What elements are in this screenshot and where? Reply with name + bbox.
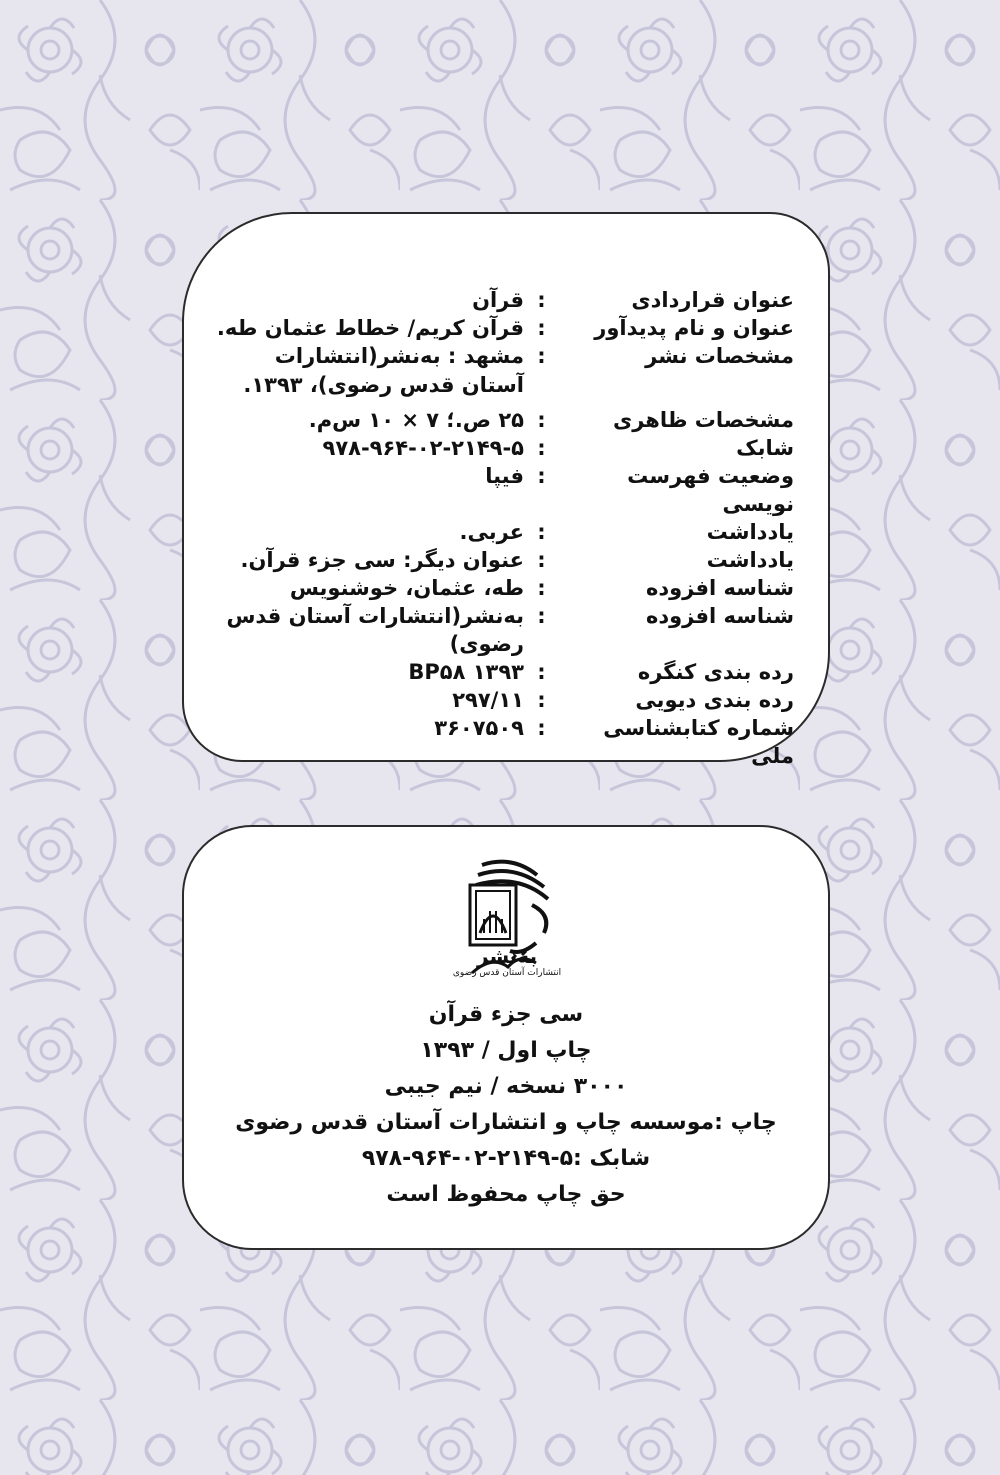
cip-value: ۲۹۷/۱۱	[452, 688, 524, 712]
cip-label: یادداشت	[706, 548, 794, 572]
cip-value: قرآن	[472, 288, 524, 312]
cip-separator: :	[537, 688, 546, 712]
edition-line: چاپ اول / ۱۳۹۳	[420, 1038, 592, 1063]
cip-value: عربی.	[459, 520, 524, 544]
cip-value: ۳۶۰۷۵۰۹	[434, 716, 524, 740]
cip-separator: :	[537, 408, 546, 432]
cip-row	[214, 434, 794, 462]
cip-label: مشخصات ظاهری	[612, 408, 794, 432]
cip-value: فیپا	[485, 464, 524, 488]
cip-row	[214, 602, 794, 658]
cip-table	[214, 286, 794, 770]
cip-row	[214, 714, 794, 770]
cip-label: شماره کتابشناسی ملی	[603, 716, 794, 768]
cip-value: قرآن کریم/ خطاط عثمان طه.	[216, 316, 524, 340]
cip-row	[214, 462, 794, 518]
cip-label: شابک	[736, 436, 794, 460]
cip-value: ۹۷۸-۹۶۴-۰۲-۲۱۴۹-۵	[322, 436, 524, 460]
cip-label: شناسه افزوده	[645, 576, 794, 600]
cip-label: عنوان قراردادی	[631, 288, 794, 312]
cip-separator: :	[537, 464, 546, 488]
cip-separator: :	[537, 288, 546, 312]
cip-row	[214, 546, 794, 574]
cip-label: مشخصات نشر	[645, 344, 794, 368]
cip-label: رده بندی دیویی	[635, 688, 794, 712]
cip-label: یادداشت	[706, 520, 794, 544]
cip-separator: :	[537, 576, 546, 600]
colophon-panel	[182, 825, 830, 1250]
cip-row	[214, 686, 794, 714]
cip-separator: :	[537, 604, 546, 628]
cip-value: به‌نشر(انتشارات آستان قدس رضوی)	[226, 604, 524, 656]
cip-label: عنوان و نام پدیدآور	[594, 316, 794, 340]
cip-value: ۲۵ ص.؛ ۷ × ۱۰ س‌م.	[308, 408, 524, 432]
cip-value: عنوان دیگر: سی جزء قرآن.	[240, 548, 524, 572]
isbn-line: شابک :۵-۲۱۴۹-۰۲-۹۶۴-۹۷۸	[361, 1146, 651, 1171]
cip-value: طه، عثمان، خوشنویس	[289, 576, 524, 600]
cip-separator: :	[537, 660, 546, 684]
cip-label: شناسه افزوده	[645, 604, 794, 628]
cip-separator: :	[537, 548, 546, 572]
cip-row	[214, 518, 794, 546]
cip-row	[214, 658, 794, 686]
cip-label: رده بندی کنگره	[637, 660, 794, 684]
copyright-line: حق چاپ محفوظ است	[386, 1182, 626, 1207]
colophon-text	[184, 997, 828, 1213]
cip-panel	[182, 212, 830, 768]
cip-label: وضعیت فهرست نویسی	[627, 464, 794, 516]
cip-value: BP۵۸ ۱۳۹۳	[408, 660, 524, 684]
cip-row	[214, 286, 794, 314]
cip-separator: :	[537, 520, 546, 544]
cip-separator: :	[537, 316, 546, 340]
publisher-subtitle: انتشارات آستان قدس رضوی	[452, 968, 562, 978]
publisher-name: به‌نشر	[477, 944, 537, 968]
cip-row	[214, 574, 794, 602]
cip-row	[214, 342, 794, 400]
print-run-line: ۳۰۰۰ نسخه / نیم جیبی	[384, 1074, 628, 1099]
cip-row	[214, 314, 794, 342]
cip-separator: :	[537, 436, 546, 460]
cip-row	[214, 406, 794, 434]
cip-value: مشهد : به‌نشر(انتشارات آستان قدس رضوی)، ۱۳۹۳.	[243, 344, 524, 397]
cip-separator: :	[537, 344, 546, 368]
cip-separator: :	[537, 716, 546, 740]
book-title: سی جزء قرآن	[428, 1002, 584, 1027]
printer-line: چاپ :موسسه چاپ و انتشارات آستان قدس رضوی	[235, 1110, 777, 1135]
